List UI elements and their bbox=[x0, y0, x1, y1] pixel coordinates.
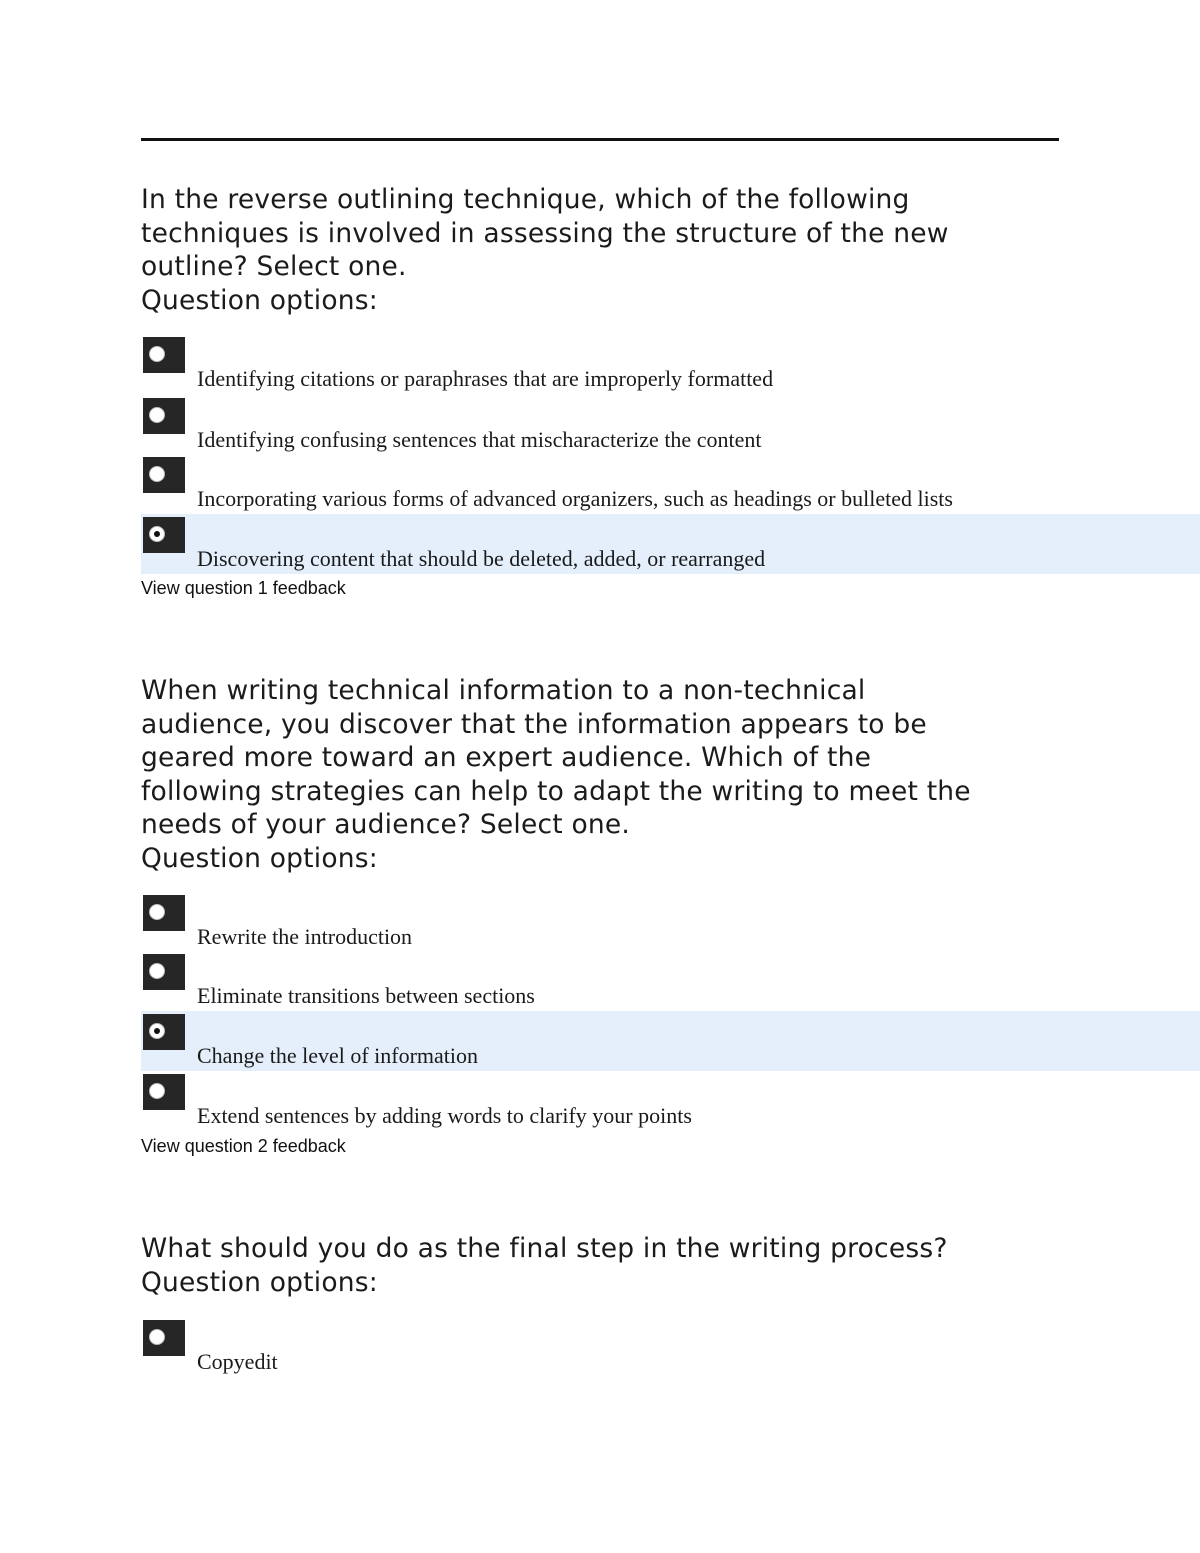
question-1-option-2[interactable] bbox=[141, 395, 1200, 455]
question-1-option-3[interactable] bbox=[141, 454, 1200, 514]
question-2-option-2[interactable] bbox=[141, 951, 1200, 1011]
question-3-text bbox=[141, 1232, 1061, 1299]
question-2-option-4[interactable] bbox=[141, 1071, 1200, 1131]
radio-button-icon[interactable] bbox=[143, 1320, 185, 1356]
question-1-option-4[interactable] bbox=[141, 514, 1200, 574]
radio-button-icon[interactable] bbox=[143, 457, 185, 493]
question-1-line-2: techniques is involved in assessing the structure of the new bbox=[141, 217, 949, 249]
question-2-option-1[interactable] bbox=[141, 892, 1200, 952]
question-2-line-1: When writing technical information to a non-technical bbox=[141, 675, 866, 706]
radio-button-icon[interactable] bbox=[143, 337, 185, 373]
option-label: Rewrite the introduction bbox=[197, 924, 413, 949]
radio-button-icon[interactable] bbox=[143, 954, 185, 990]
radio-button-icon[interactable] bbox=[143, 398, 185, 434]
option-label: Extend sentences by adding words to clarify your points bbox=[197, 1103, 692, 1128]
radio-button-icon[interactable] bbox=[143, 1074, 185, 1110]
question-2-line-4: following strategies can help to adapt the writing to meet the bbox=[141, 775, 971, 807]
horizontal-rule bbox=[141, 138, 1059, 141]
question-2-text bbox=[141, 674, 1061, 875]
radio-button-selected-icon[interactable] bbox=[143, 517, 185, 553]
option-label: Incorporating various forms of advanced organizers, such as headings or bulleted lists bbox=[197, 486, 953, 511]
question-2-line-2: audience, you discover that the information appears to be bbox=[141, 708, 927, 740]
option-label: Eliminate transitions between sections bbox=[197, 983, 535, 1008]
question-2-option-3[interactable] bbox=[141, 1011, 1200, 1071]
question-1-line-3: outline? Select one. bbox=[141, 251, 407, 282]
question-2-line-5: needs of your audience? Select one. bbox=[141, 809, 631, 840]
question-3-option-1[interactable] bbox=[141, 1317, 1200, 1377]
question-3-options-heading: Question options: bbox=[141, 1266, 378, 1298]
question-1-options-heading: Question options: bbox=[141, 284, 378, 316]
question-3-line-1: What should you do as the final step in the writing process? bbox=[141, 1233, 948, 1264]
question-1-text bbox=[141, 183, 1061, 317]
radio-button-selected-icon[interactable] bbox=[143, 1014, 185, 1050]
radio-button-icon[interactable] bbox=[143, 895, 185, 931]
option-label: Copyedit bbox=[197, 1349, 278, 1374]
question-2-options-heading: Question options: bbox=[141, 842, 378, 874]
option-label: Identifying confusing sentences that mischaracterize the content bbox=[197, 427, 762, 452]
option-label: Change the level of information bbox=[197, 1043, 479, 1068]
option-label: Identifying citations or paraphrases that are improperly formatted bbox=[197, 366, 774, 391]
question-2-feedback-link[interactable]: View question 2 feedback bbox=[141, 1136, 346, 1156]
question-1-line-1: In the reverse outlining technique, which of the following bbox=[141, 184, 910, 215]
question-1-feedback-link[interactable]: View question 1 feedback bbox=[141, 578, 346, 598]
option-label: Discovering content that should be deleted, added, or rearranged bbox=[197, 546, 766, 571]
question-1-option-1[interactable] bbox=[141, 334, 1200, 394]
question-2-line-3: geared more toward an expert audience. Which of the bbox=[141, 742, 872, 773]
